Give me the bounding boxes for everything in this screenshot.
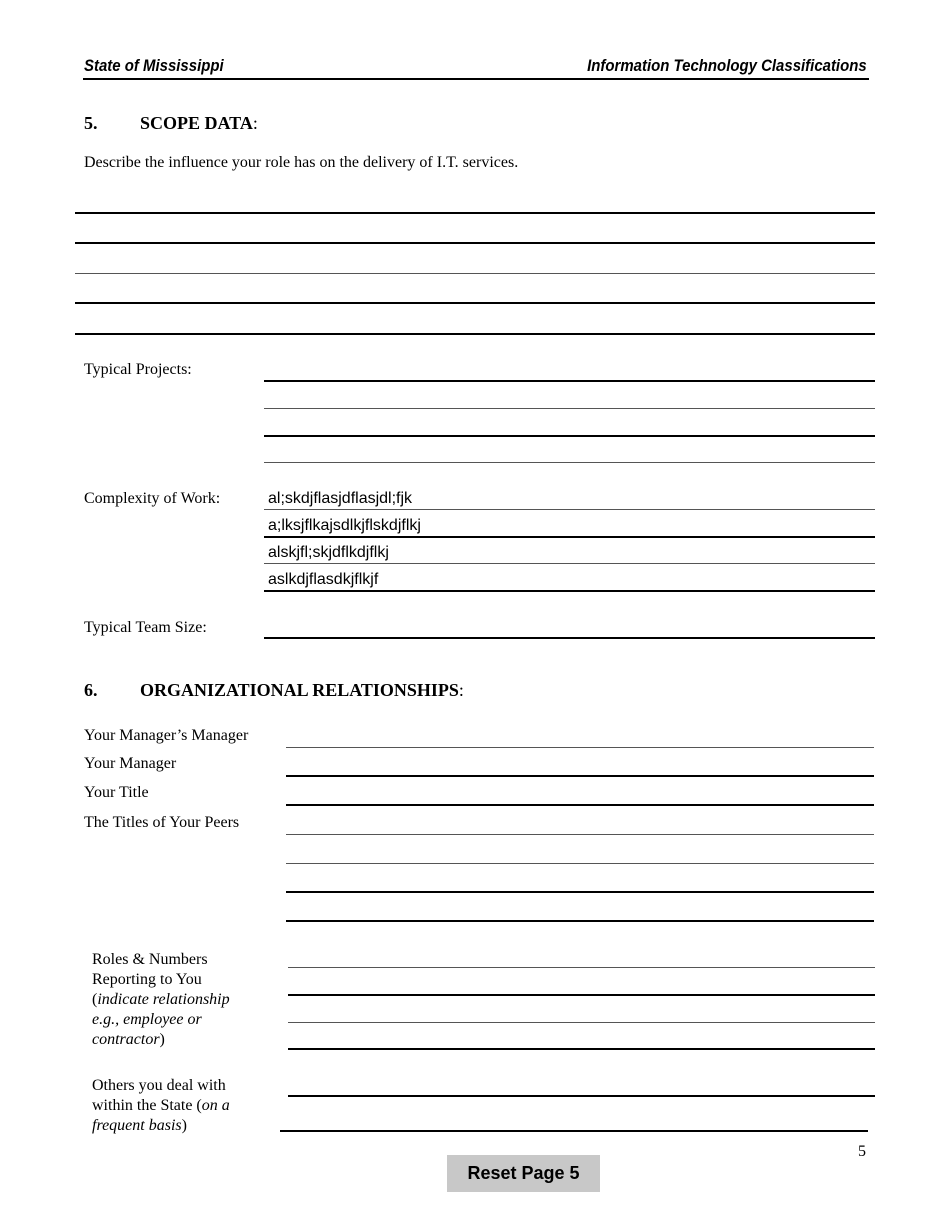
section6-colon: : (458, 680, 464, 700)
roles-line-3[interactable] (288, 1022, 875, 1023)
reset-page-button[interactable]: Reset Page 5 (447, 1155, 600, 1192)
others-italic-1: on a (201, 1097, 230, 1114)
typical-projects-line-3[interactable] (264, 435, 875, 437)
complexity-line-1 (264, 509, 875, 510)
roles-label-line-2: Reporting to You (92, 971, 202, 988)
peers-line-1[interactable] (286, 834, 874, 835)
section5-number: 5. (84, 113, 98, 133)
others-label-line-1: Others you deal with (92, 1077, 226, 1094)
roles-label-line-5 (92, 1030, 230, 1050)
header-classification: Information Technology Classifications (587, 56, 867, 75)
others-close-paren: ) (181, 1117, 187, 1134)
section6-heading (140, 680, 464, 701)
roles-label-line-1: Roles & Numbers (92, 951, 208, 968)
scope-answer-line-3[interactable] (75, 273, 875, 274)
team-size-line[interactable] (264, 637, 875, 639)
typical-projects-line-4[interactable] (264, 462, 875, 463)
roles-italic-3: contractor (92, 1031, 160, 1048)
roles-line-2[interactable] (288, 994, 875, 996)
typical-projects-line-1[interactable] (264, 380, 875, 382)
section5-heading (140, 113, 258, 134)
peers-line-3[interactable] (286, 891, 874, 893)
managers-manager-line[interactable] (286, 747, 874, 748)
complexity-line-3 (264, 563, 875, 564)
header-state: State of Mississippi (84, 56, 224, 75)
manager-label: Your Manager (84, 755, 177, 772)
complexity-line-2 (264, 536, 875, 538)
scope-prompt: Describe the influence your role has on the delivery of I.T. services. (84, 154, 519, 171)
others-label-line-3 (92, 1116, 230, 1136)
peers-label: The Titles of Your Peers (84, 814, 240, 831)
peers-line-2[interactable] (286, 863, 874, 864)
typical-projects-label: Typical Projects: (84, 361, 192, 378)
typical-projects-line-2[interactable] (264, 408, 875, 409)
complexity-value-3[interactable]: alskjfl;skjdflkdjflkj (268, 544, 389, 561)
roles-open-paren: ( (92, 991, 98, 1008)
others-label-line-2 (92, 1096, 230, 1116)
others-plain-2: within the State ( (92, 1097, 202, 1114)
page-number: 5 (858, 1143, 866, 1160)
others-label (92, 1076, 230, 1136)
roles-italic-2: e.g., employee or (92, 1011, 202, 1028)
section6-number: 6. (84, 680, 98, 700)
managers-manager-label: Your Manager’s Manager (84, 727, 249, 744)
manager-line[interactable] (286, 775, 874, 777)
section6-title: ORGANIZATIONAL RELATIONSHIPS (140, 680, 459, 700)
complexity-line-4 (264, 590, 875, 592)
scope-answer-line-4[interactable] (75, 302, 875, 304)
roles-label-line-4 (92, 1010, 230, 1030)
complexity-label: Complexity of Work: (84, 490, 221, 507)
others-italic-2: frequent basis (92, 1117, 182, 1134)
roles-label (92, 950, 230, 1050)
complexity-value-1[interactable]: al;skdjflasjdflasjdl;fjk (268, 490, 413, 507)
roles-line-1[interactable] (288, 967, 875, 968)
others-line-2[interactable] (280, 1130, 868, 1132)
scope-answer-line-1[interactable] (75, 212, 875, 214)
roles-italic-1: indicate relationship (97, 991, 230, 1008)
others-line-1[interactable] (288, 1095, 875, 1097)
roles-close-paren: ) (159, 1031, 165, 1048)
team-size-label: Typical Team Size: (84, 619, 207, 636)
section5-title: SCOPE DATA (140, 113, 253, 133)
title-label: Your Title (84, 784, 149, 801)
section5-colon: : (252, 113, 258, 133)
scope-answer-line-2[interactable] (75, 242, 875, 244)
roles-label-line-3 (92, 990, 230, 1010)
complexity-value-2[interactable]: a;lksjflkajsdlkjflskdjflkj (268, 517, 421, 534)
roles-line-4[interactable] (288, 1048, 875, 1050)
header-rule (83, 78, 869, 80)
title-line[interactable] (286, 804, 874, 806)
scope-answer-line-5[interactable] (75, 333, 875, 335)
complexity-value-4[interactable]: aslkdjflasdkjflkjf (268, 571, 379, 588)
peers-line-4[interactable] (286, 920, 874, 922)
